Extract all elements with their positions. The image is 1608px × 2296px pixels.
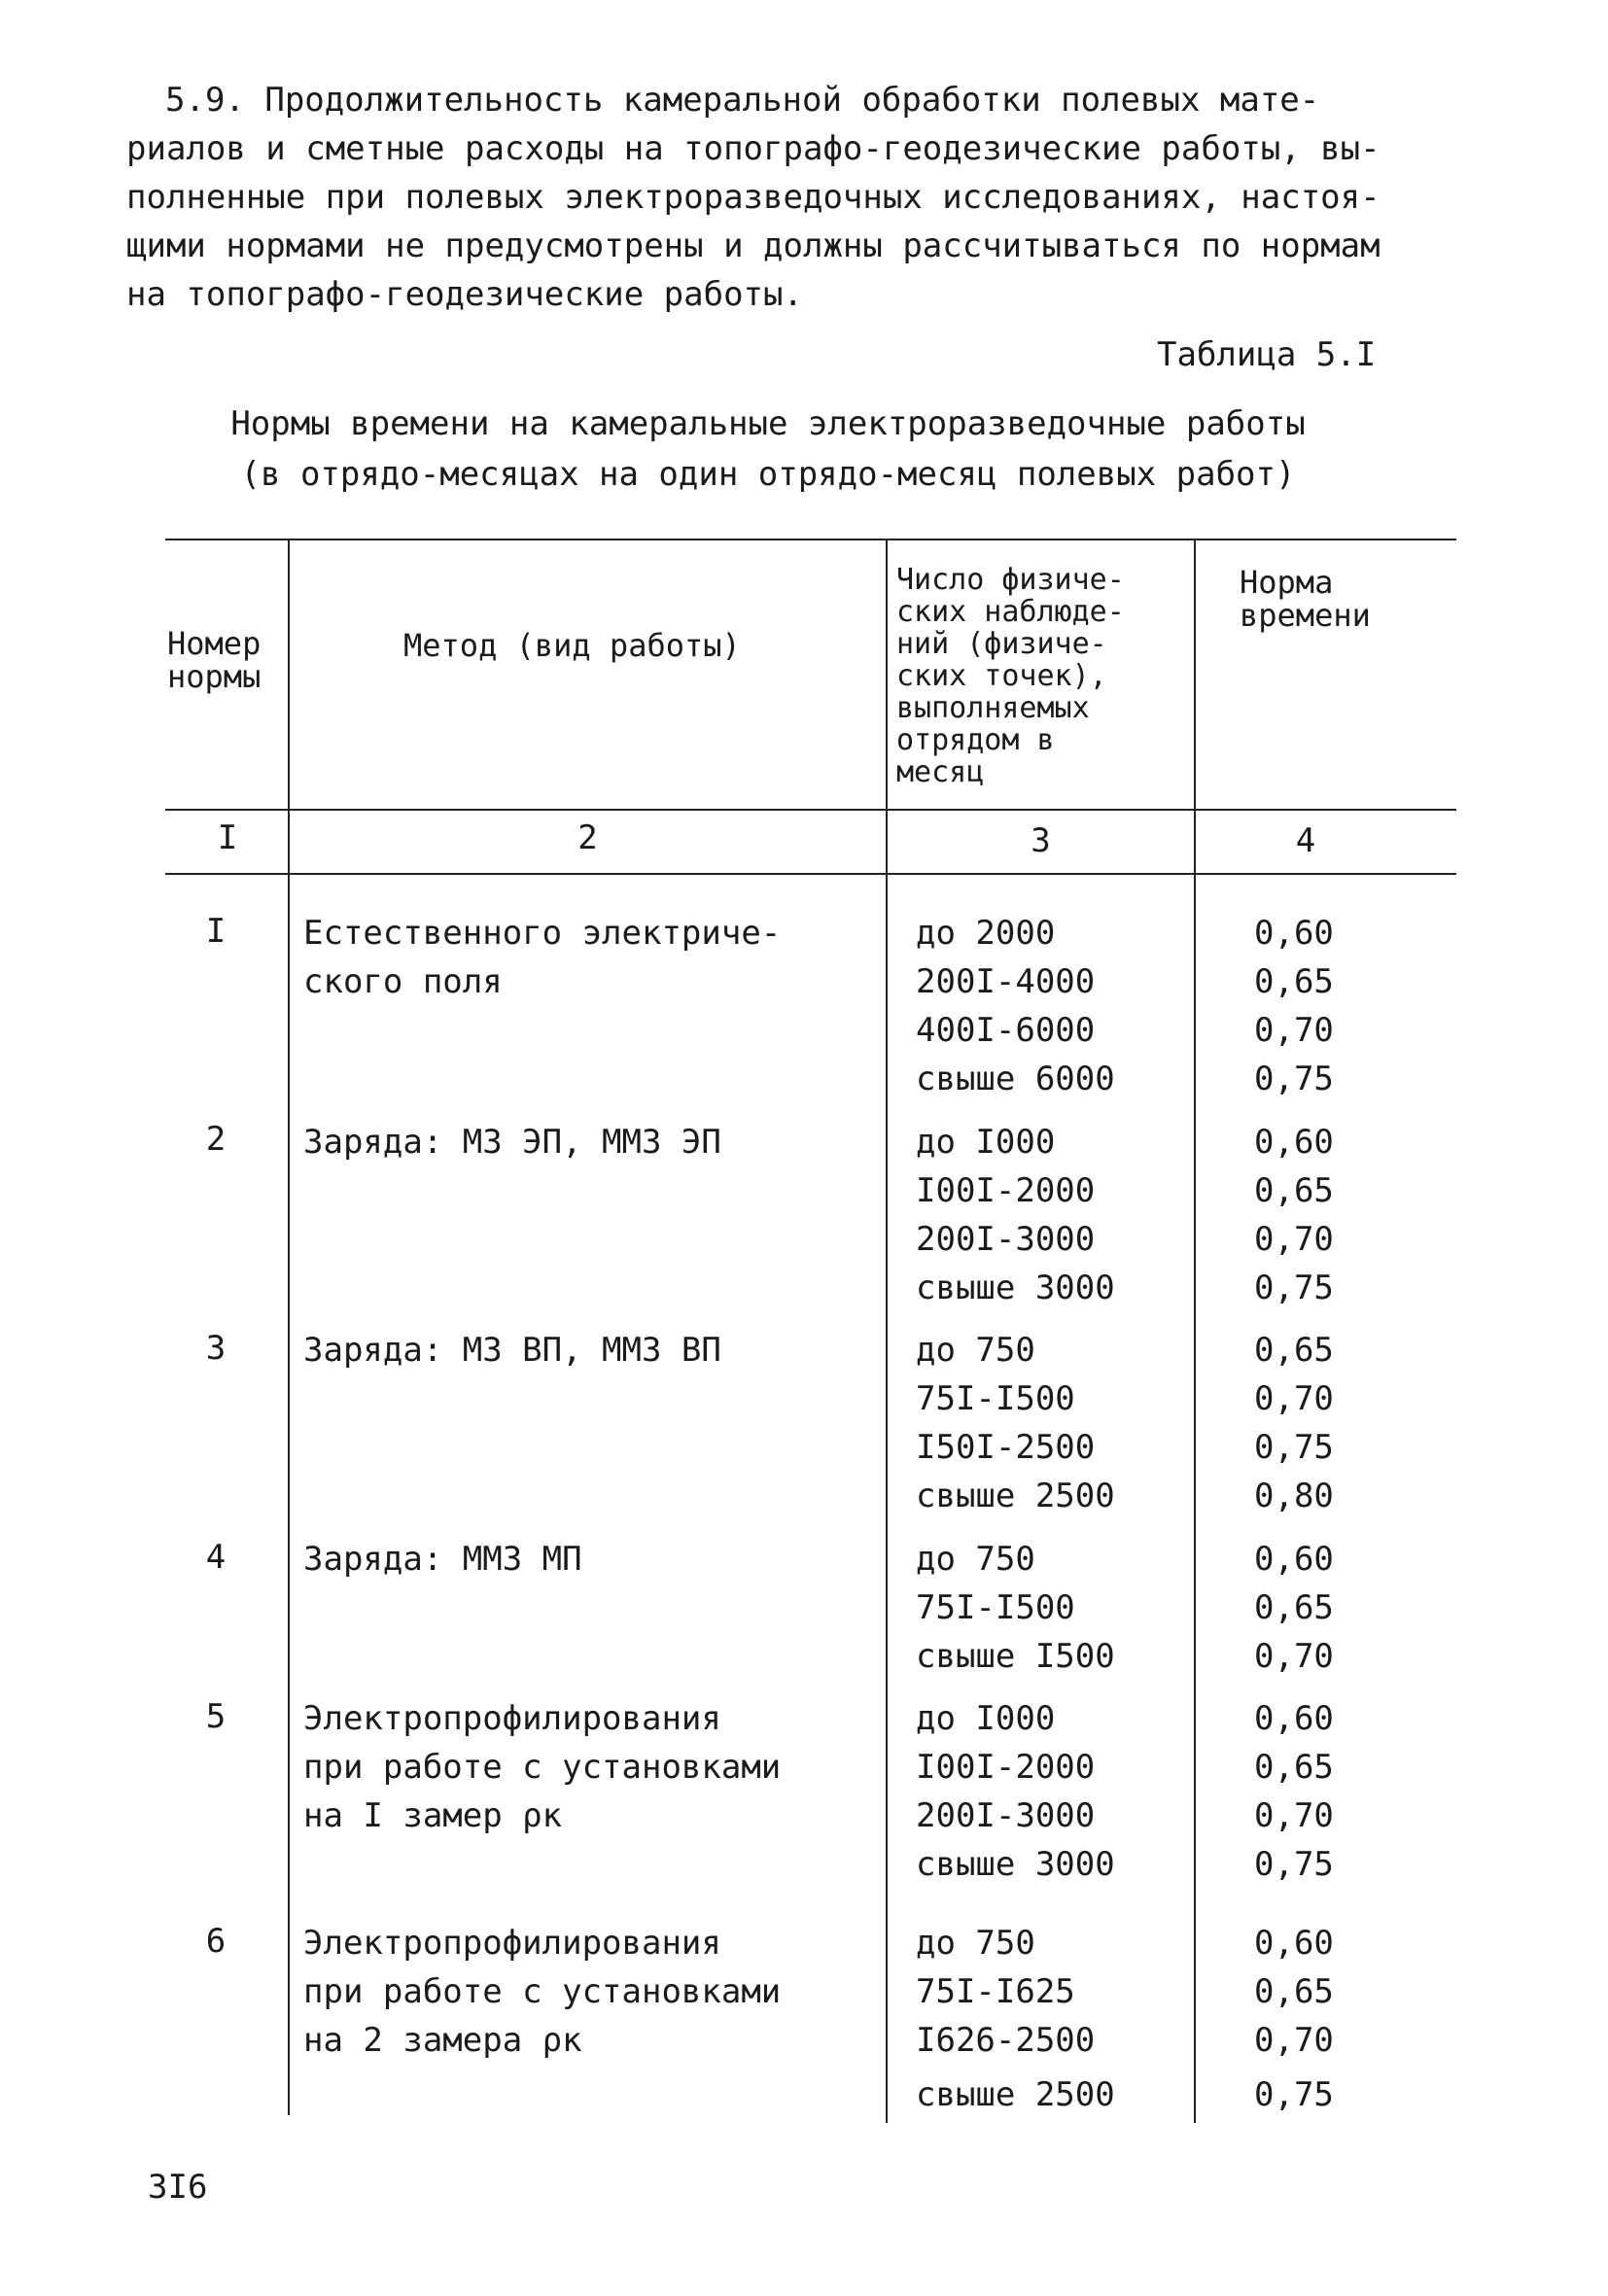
table-title: [156, 399, 1381, 500]
column-numbers-bottom-rule: [165, 873, 1456, 875]
table-number: Таблица 5.I: [1157, 335, 1377, 374]
header-time-norm: Норма времени: [1240, 564, 1371, 634]
column-number: 3: [1031, 821, 1051, 860]
range-cell: до 750 75I-I625 I626-2500 свыше 2500: [916, 1924, 1115, 2114]
header-observations-count: Число физиче- ских наблюде- ний (физиче- ских точек), выполняемых отрядом в месяц: [896, 563, 1125, 789]
header-bottom-rule: [165, 809, 1456, 811]
range-cell: до I000 I00I-2000 200I-3000 свыше 3000: [916, 1699, 1115, 1884]
method-cell: Естественного электриче- ского поля: [303, 914, 782, 1001]
method-cell: Заряда: МЗ ЭП, ММЗ ЭП: [303, 1123, 721, 1162]
column-divider: [886, 539, 888, 2123]
norm-value-cell: 0,60 0,65 0,70: [1254, 1540, 1334, 1676]
paragraph-line: 5.9. Продолжительность камеральной обработки полевых мате-: [165, 81, 1320, 120]
paragraph-line: риалов и сметные расходы на топографо-геодезические работы, вы-: [126, 129, 1381, 168]
column-divider: [1194, 539, 1196, 2123]
range-cell: до 2000 200I-4000 400I-6000 свыше 6000: [916, 914, 1115, 1098]
column-number: 2: [577, 818, 598, 857]
method-cell: Электропрофилирования при работе с установками на I замер ρк: [303, 1699, 782, 1835]
column-divider: [288, 539, 290, 2115]
norm-number: 3: [205, 1329, 227, 1368]
paragraph-5-9: [126, 76, 1429, 319]
table-title-line: (в отрядо-месяцах на один отрядо-месяц полевых работ): [240, 455, 1296, 494]
method-cell: Заряда: МЗ ВП, ММЗ ВП: [303, 1331, 721, 1370]
paragraph-line: щими нормами не предусмотрены и должны рассчитываться по нормам: [126, 226, 1381, 265]
range-cell: до 750 75I-I500 свыше I500: [916, 1540, 1115, 1676]
header-method: Метод (вид работы): [403, 627, 741, 664]
header-norm-number: Номер нормы: [167, 625, 262, 695]
norm-value-cell: 0,60 0,65 0,70 0,75: [1254, 1123, 1334, 1307]
norm-number: 6: [205, 1922, 227, 1961]
range-cell: до 750 75I-I500 I50I-2500 свыше 2500: [916, 1331, 1115, 1515]
norm-number: 5: [205, 1697, 227, 1736]
table-top-rule: [165, 539, 1456, 540]
norm-value-cell: 0,60 0,65 0,70 0,75: [1254, 914, 1334, 1098]
norm-value-cell: 0,65 0,70 0,75 0,80: [1254, 1331, 1334, 1515]
norm-number: 2: [205, 1120, 227, 1159]
method-cell: Электропрофилирования при работе с установками на 2 замера ρк: [303, 1924, 782, 2060]
page-number: 3I6: [148, 2168, 208, 2207]
norm-value-cell: 0,60 0,65 0,70 0,75: [1254, 1924, 1334, 2114]
norm-number: 4: [205, 1538, 227, 1577]
table-title-line: Нормы времени на камеральные электроразведочные работы: [230, 404, 1306, 443]
norm-number: I: [205, 912, 227, 951]
column-number: 4: [1295, 821, 1316, 860]
method-cell: Заряда: ММЗ МП: [303, 1540, 582, 1579]
norm-value-cell: 0,60 0,65 0,70 0,75: [1254, 1699, 1334, 1884]
column-number: I: [217, 818, 238, 857]
paragraph-line: полненные при полевых электроразведочных исследованиях, настоя-: [126, 178, 1381, 217]
range-cell: до I000 I00I-2000 200I-3000 свыше 3000: [916, 1123, 1115, 1307]
paragraph-line: на топографо-геодезические работы.: [126, 275, 803, 314]
